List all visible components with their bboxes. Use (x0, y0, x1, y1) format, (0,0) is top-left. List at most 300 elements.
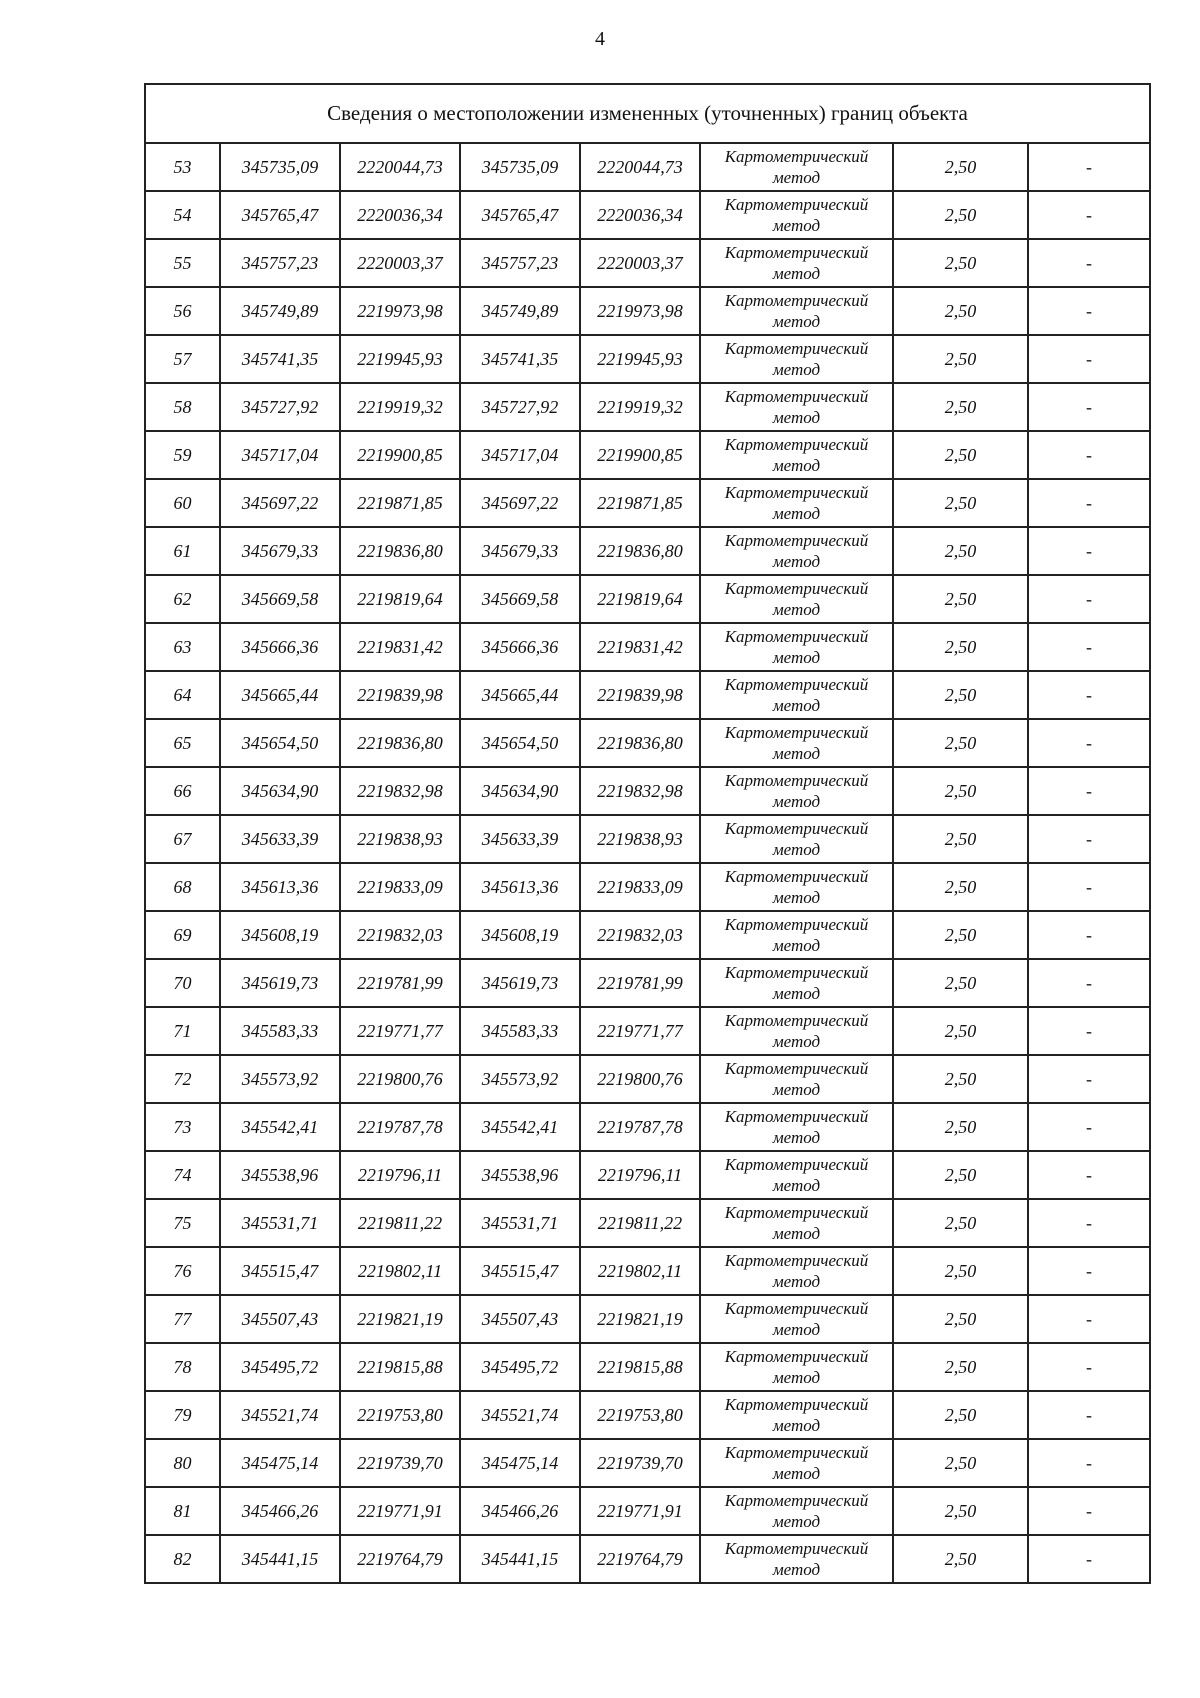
existing-x-cell: 345741,35 (220, 335, 340, 383)
existing-y-cell: 2219839,98 (340, 671, 460, 719)
refined-x-cell: 345727,92 (460, 383, 580, 431)
existing-y-cell: 2219781,99 (340, 959, 460, 1007)
method-line-1: Картометрический (724, 723, 869, 742)
accuracy-cell: 2,50 (893, 719, 1028, 767)
refined-y-cell: 2219800,76 (580, 1055, 700, 1103)
method-cell (700, 671, 893, 719)
point-number-cell: 69 (145, 911, 220, 959)
existing-y-cell: 2219771,91 (340, 1487, 460, 1535)
method-line-1: Картометрический (724, 1539, 869, 1558)
existing-x-cell: 345633,39 (220, 815, 340, 863)
existing-x-cell: 345757,23 (220, 239, 340, 287)
existing-y-cell: 2219787,78 (340, 1103, 460, 1151)
refined-x-cell: 345495,72 (460, 1343, 580, 1391)
table-row (145, 1295, 1150, 1343)
accuracy-cell: 2,50 (893, 1007, 1028, 1055)
existing-x-cell: 345679,33 (220, 527, 340, 575)
refined-x-cell: 345666,36 (460, 623, 580, 671)
refined-x-cell: 345633,39 (460, 815, 580, 863)
point-number-cell: 62 (145, 575, 220, 623)
method-cell (700, 191, 893, 239)
existing-x-cell: 345583,33 (220, 1007, 340, 1055)
method-line-2: метод (772, 168, 821, 187)
existing-x-cell: 345608,19 (220, 911, 340, 959)
refined-x-cell: 345531,71 (460, 1199, 580, 1247)
method-cell (700, 623, 893, 671)
table-row (145, 911, 1150, 959)
method-cell (700, 911, 893, 959)
refined-y-cell: 2219764,79 (580, 1535, 700, 1583)
method-cell (700, 1391, 893, 1439)
accuracy-cell: 2,50 (893, 1343, 1028, 1391)
note-cell: - (1028, 1103, 1150, 1151)
method-line-2: метод (772, 264, 821, 283)
existing-y-cell: 2219821,19 (340, 1295, 460, 1343)
method-cell (700, 1535, 893, 1583)
method-line-1: Картометрический (724, 147, 869, 166)
method-line-2: метод (772, 1320, 821, 1339)
refined-x-cell: 345515,47 (460, 1247, 580, 1295)
point-number-cell: 71 (145, 1007, 220, 1055)
method-line-2: метод (772, 648, 821, 667)
method-line-2: метод (772, 1464, 821, 1483)
method-line-1: Картометрический (724, 579, 869, 598)
note-cell: - (1028, 479, 1150, 527)
existing-y-cell: 2219811,22 (340, 1199, 460, 1247)
table-row (145, 863, 1150, 911)
refined-y-cell: 2220003,37 (580, 239, 700, 287)
existing-y-cell: 2219973,98 (340, 287, 460, 335)
accuracy-cell: 2,50 (893, 287, 1028, 335)
existing-y-cell: 2219771,77 (340, 1007, 460, 1055)
table-title: Сведения о местоположении измененных (уточненных) границ объекта (145, 84, 1150, 143)
method-line-1: Картометрический (724, 771, 869, 790)
accuracy-cell: 2,50 (893, 1151, 1028, 1199)
note-cell: - (1028, 1343, 1150, 1391)
note-cell: - (1028, 191, 1150, 239)
table-row (145, 527, 1150, 575)
refined-y-cell: 2219832,03 (580, 911, 700, 959)
refined-x-cell: 345619,73 (460, 959, 580, 1007)
table-row (145, 1055, 1150, 1103)
point-number-cell: 58 (145, 383, 220, 431)
refined-y-cell: 2219836,80 (580, 719, 700, 767)
existing-y-cell: 2219819,64 (340, 575, 460, 623)
refined-x-cell: 345717,04 (460, 431, 580, 479)
method-line-2: метод (772, 1368, 821, 1387)
existing-y-cell: 2219796,11 (340, 1151, 460, 1199)
existing-x-cell: 345634,90 (220, 767, 340, 815)
existing-x-cell: 345765,47 (220, 191, 340, 239)
table-row (145, 479, 1150, 527)
method-cell (700, 1055, 893, 1103)
refined-y-cell: 2219819,64 (580, 575, 700, 623)
accuracy-cell: 2,50 (893, 1199, 1028, 1247)
accuracy-cell: 2,50 (893, 1391, 1028, 1439)
existing-y-cell: 2219831,42 (340, 623, 460, 671)
refined-y-cell: 2219802,11 (580, 1247, 700, 1295)
table-row (145, 239, 1150, 287)
note-cell: - (1028, 287, 1150, 335)
table-row (145, 431, 1150, 479)
refined-y-cell: 2219796,11 (580, 1151, 700, 1199)
existing-y-cell: 2219871,85 (340, 479, 460, 527)
note-cell: - (1028, 911, 1150, 959)
accuracy-cell: 2,50 (893, 671, 1028, 719)
existing-x-cell: 345735,09 (220, 143, 340, 191)
point-number-cell: 80 (145, 1439, 220, 1487)
note-cell: - (1028, 1199, 1150, 1247)
table-row (145, 767, 1150, 815)
method-line-1: Картометрический (724, 1347, 869, 1366)
method-line-2: метод (772, 888, 821, 907)
existing-y-cell: 2220044,73 (340, 143, 460, 191)
method-cell (700, 143, 893, 191)
refined-y-cell: 2219839,98 (580, 671, 700, 719)
note-cell: - (1028, 623, 1150, 671)
point-number-cell: 79 (145, 1391, 220, 1439)
method-line-1: Картометрический (724, 1443, 869, 1462)
table-row (145, 1391, 1150, 1439)
method-line-1: Картометрический (724, 1395, 869, 1414)
point-number-cell: 81 (145, 1487, 220, 1535)
note-cell: - (1028, 335, 1150, 383)
method-line-2: метод (772, 1032, 821, 1051)
refined-y-cell: 2219821,19 (580, 1295, 700, 1343)
refined-y-cell: 2219900,85 (580, 431, 700, 479)
method-line-2: метод (772, 600, 821, 619)
method-cell (700, 575, 893, 623)
accuracy-cell: 2,50 (893, 1439, 1028, 1487)
method-cell (700, 815, 893, 863)
existing-x-cell: 345665,44 (220, 671, 340, 719)
existing-x-cell: 345727,92 (220, 383, 340, 431)
accuracy-cell: 2,50 (893, 527, 1028, 575)
method-cell (700, 863, 893, 911)
method-line-1: Картометрический (724, 339, 869, 358)
method-cell (700, 1247, 893, 1295)
refined-x-cell: 345521,74 (460, 1391, 580, 1439)
table-row (145, 1199, 1150, 1247)
table-title-row (145, 84, 1150, 143)
existing-y-cell: 2219802,11 (340, 1247, 460, 1295)
point-number-cell: 70 (145, 959, 220, 1007)
point-number-cell: 77 (145, 1295, 220, 1343)
method-cell (700, 287, 893, 335)
method-line-2: метод (772, 1176, 821, 1195)
method-line-1: Картометрический (724, 1299, 869, 1318)
accuracy-cell: 2,50 (893, 1295, 1028, 1343)
refined-y-cell: 2219945,93 (580, 335, 700, 383)
refined-x-cell: 345765,47 (460, 191, 580, 239)
accuracy-cell: 2,50 (893, 143, 1028, 191)
existing-y-cell: 2219945,93 (340, 335, 460, 383)
method-line-1: Картометрический (724, 1059, 869, 1078)
existing-x-cell: 345669,58 (220, 575, 340, 623)
point-number-cell: 65 (145, 719, 220, 767)
point-number-cell: 59 (145, 431, 220, 479)
refined-y-cell: 2219919,32 (580, 383, 700, 431)
point-number-cell: 63 (145, 623, 220, 671)
existing-y-cell: 2219836,80 (340, 527, 460, 575)
accuracy-cell: 2,50 (893, 911, 1028, 959)
refined-y-cell: 2219771,77 (580, 1007, 700, 1055)
table-row (145, 719, 1150, 767)
accuracy-cell: 2,50 (893, 815, 1028, 863)
method-line-2: метод (772, 504, 821, 523)
accuracy-cell: 2,50 (893, 767, 1028, 815)
table-row (145, 1343, 1150, 1391)
refined-y-cell: 2219787,78 (580, 1103, 700, 1151)
method-line-2: метод (772, 216, 821, 235)
point-number-cell: 67 (145, 815, 220, 863)
method-cell (700, 767, 893, 815)
note-cell: - (1028, 239, 1150, 287)
accuracy-cell: 2,50 (893, 623, 1028, 671)
point-number-cell: 66 (145, 767, 220, 815)
refined-x-cell: 345538,96 (460, 1151, 580, 1199)
method-line-2: метод (772, 840, 821, 859)
method-cell (700, 527, 893, 575)
existing-y-cell: 2219832,03 (340, 911, 460, 959)
table-row (145, 575, 1150, 623)
refined-x-cell: 345669,58 (460, 575, 580, 623)
note-cell: - (1028, 1151, 1150, 1199)
method-line-1: Картометрический (724, 1155, 869, 1174)
existing-x-cell: 345542,41 (220, 1103, 340, 1151)
point-number-cell: 55 (145, 239, 220, 287)
table-row (145, 143, 1150, 191)
note-cell: - (1028, 1487, 1150, 1535)
refined-x-cell: 345741,35 (460, 335, 580, 383)
note-cell: - (1028, 959, 1150, 1007)
refined-y-cell: 2219973,98 (580, 287, 700, 335)
point-number-cell: 57 (145, 335, 220, 383)
existing-x-cell: 345666,36 (220, 623, 340, 671)
existing-y-cell: 2219919,32 (340, 383, 460, 431)
table-row (145, 191, 1150, 239)
accuracy-cell: 2,50 (893, 863, 1028, 911)
existing-x-cell: 345466,26 (220, 1487, 340, 1535)
refined-y-cell: 2219871,85 (580, 479, 700, 527)
point-number-cell: 78 (145, 1343, 220, 1391)
note-cell: - (1028, 1295, 1150, 1343)
method-line-2: метод (772, 744, 821, 763)
method-cell (700, 959, 893, 1007)
refined-x-cell: 345573,92 (460, 1055, 580, 1103)
method-line-1: Картометрический (724, 243, 869, 262)
note-cell: - (1028, 1439, 1150, 1487)
existing-x-cell: 345475,14 (220, 1439, 340, 1487)
existing-x-cell: 345749,89 (220, 287, 340, 335)
refined-y-cell: 2220036,34 (580, 191, 700, 239)
accuracy-cell: 2,50 (893, 383, 1028, 431)
method-line-1: Картометрический (724, 435, 869, 454)
point-number-cell: 74 (145, 1151, 220, 1199)
existing-x-cell: 345441,15 (220, 1535, 340, 1583)
method-cell (700, 1487, 893, 1535)
method-line-2: метод (772, 1128, 821, 1147)
existing-x-cell: 345531,71 (220, 1199, 340, 1247)
method-line-1: Картометрический (724, 1107, 869, 1126)
existing-y-cell: 2219900,85 (340, 431, 460, 479)
point-number-cell: 53 (145, 143, 220, 191)
existing-y-cell: 2219838,93 (340, 815, 460, 863)
table-row (145, 287, 1150, 335)
existing-y-cell: 2220036,34 (340, 191, 460, 239)
method-line-2: метод (772, 1272, 821, 1291)
refined-x-cell: 345466,26 (460, 1487, 580, 1535)
point-number-cell: 76 (145, 1247, 220, 1295)
table-row (145, 959, 1150, 1007)
point-number-cell: 64 (145, 671, 220, 719)
method-line-1: Картометрический (724, 1203, 869, 1222)
existing-x-cell: 345538,96 (220, 1151, 340, 1199)
method-cell (700, 383, 893, 431)
refined-x-cell: 345697,22 (460, 479, 580, 527)
note-cell: - (1028, 431, 1150, 479)
note-cell: - (1028, 719, 1150, 767)
existing-y-cell: 2219739,70 (340, 1439, 460, 1487)
refined-y-cell: 2219832,98 (580, 767, 700, 815)
refined-x-cell: 345542,41 (460, 1103, 580, 1151)
method-line-1: Картометрический (724, 1251, 869, 1270)
method-line-2: метод (772, 1512, 821, 1531)
table-row (145, 815, 1150, 863)
refined-y-cell: 2219811,22 (580, 1199, 700, 1247)
existing-y-cell: 2219764,79 (340, 1535, 460, 1583)
point-number-cell: 72 (145, 1055, 220, 1103)
method-line-2: метод (772, 1224, 821, 1243)
method-line-2: метод (772, 936, 821, 955)
method-cell (700, 719, 893, 767)
point-number-cell: 54 (145, 191, 220, 239)
note-cell: - (1028, 863, 1150, 911)
method-line-2: метод (772, 1416, 821, 1435)
existing-y-cell: 2219832,98 (340, 767, 460, 815)
note-cell: - (1028, 527, 1150, 575)
method-line-1: Картометрический (724, 675, 869, 694)
note-cell: - (1028, 1055, 1150, 1103)
method-cell (700, 1151, 893, 1199)
method-line-2: метод (772, 1560, 821, 1579)
table-row (145, 1007, 1150, 1055)
existing-y-cell: 2219836,80 (340, 719, 460, 767)
note-cell: - (1028, 1535, 1150, 1583)
refined-y-cell: 2219833,09 (580, 863, 700, 911)
method-cell (700, 431, 893, 479)
refined-x-cell: 345634,90 (460, 767, 580, 815)
refined-x-cell: 345679,33 (460, 527, 580, 575)
method-line-1: Картометрический (724, 291, 869, 310)
existing-y-cell: 2219753,80 (340, 1391, 460, 1439)
refined-y-cell: 2219771,91 (580, 1487, 700, 1535)
note-cell: - (1028, 575, 1150, 623)
method-line-2: метод (772, 1080, 821, 1099)
note-cell: - (1028, 1391, 1150, 1439)
method-line-1: Картометрический (724, 963, 869, 982)
method-cell (700, 239, 893, 287)
method-line-2: метод (772, 696, 821, 715)
existing-x-cell: 345495,72 (220, 1343, 340, 1391)
existing-x-cell: 345697,22 (220, 479, 340, 527)
existing-y-cell: 2219815,88 (340, 1343, 460, 1391)
refined-x-cell: 345608,19 (460, 911, 580, 959)
accuracy-cell: 2,50 (893, 191, 1028, 239)
method-cell (700, 335, 893, 383)
method-line-1: Картометрический (724, 1491, 869, 1510)
method-cell (700, 1103, 893, 1151)
table-row (145, 1103, 1150, 1151)
table-row (145, 383, 1150, 431)
method-line-2: метод (772, 984, 821, 1003)
existing-y-cell: 2219800,76 (340, 1055, 460, 1103)
accuracy-cell: 2,50 (893, 959, 1028, 1007)
existing-x-cell: 345717,04 (220, 431, 340, 479)
method-line-1: Картометрический (724, 915, 869, 934)
method-line-1: Картометрический (724, 1011, 869, 1030)
method-line-1: Картометрический (724, 531, 869, 550)
note-cell: - (1028, 815, 1150, 863)
refined-y-cell: 2220044,73 (580, 143, 700, 191)
method-line-1: Картометрический (724, 387, 869, 406)
point-number-cell: 56 (145, 287, 220, 335)
refined-y-cell: 2219838,93 (580, 815, 700, 863)
existing-x-cell: 345521,74 (220, 1391, 340, 1439)
method-cell (700, 1007, 893, 1055)
accuracy-cell: 2,50 (893, 335, 1028, 383)
method-line-2: метод (772, 408, 821, 427)
note-cell: - (1028, 671, 1150, 719)
accuracy-cell: 2,50 (893, 575, 1028, 623)
note-cell: - (1028, 383, 1150, 431)
existing-x-cell: 345613,36 (220, 863, 340, 911)
existing-x-cell: 345573,92 (220, 1055, 340, 1103)
table-row (145, 1247, 1150, 1295)
method-line-1: Картометрический (724, 195, 869, 214)
existing-x-cell: 345619,73 (220, 959, 340, 1007)
refined-x-cell: 345475,14 (460, 1439, 580, 1487)
refined-y-cell: 2219836,80 (580, 527, 700, 575)
note-cell: - (1028, 1007, 1150, 1055)
accuracy-cell: 2,50 (893, 1055, 1028, 1103)
refined-x-cell: 345613,36 (460, 863, 580, 911)
method-cell (700, 1343, 893, 1391)
table-row (145, 1151, 1150, 1199)
accuracy-cell: 2,50 (893, 239, 1028, 287)
accuracy-cell: 2,50 (893, 1535, 1028, 1583)
refined-x-cell: 345665,44 (460, 671, 580, 719)
refined-y-cell: 2219831,42 (580, 623, 700, 671)
point-number-cell: 68 (145, 863, 220, 911)
refined-x-cell: 345757,23 (460, 239, 580, 287)
existing-y-cell: 2220003,37 (340, 239, 460, 287)
refined-y-cell: 2219739,70 (580, 1439, 700, 1487)
table-row (145, 1487, 1150, 1535)
note-cell: - (1028, 1247, 1150, 1295)
refined-x-cell: 345583,33 (460, 1007, 580, 1055)
method-line-2: метод (772, 312, 821, 331)
refined-y-cell: 2219781,99 (580, 959, 700, 1007)
refined-y-cell: 2219815,88 (580, 1343, 700, 1391)
refined-x-cell: 345654,50 (460, 719, 580, 767)
accuracy-cell: 2,50 (893, 1487, 1028, 1535)
table-body (145, 143, 1150, 1583)
method-line-2: метод (772, 552, 821, 571)
method-line-1: Картометрический (724, 483, 869, 502)
point-number-cell: 82 (145, 1535, 220, 1583)
table-row (145, 1439, 1150, 1487)
